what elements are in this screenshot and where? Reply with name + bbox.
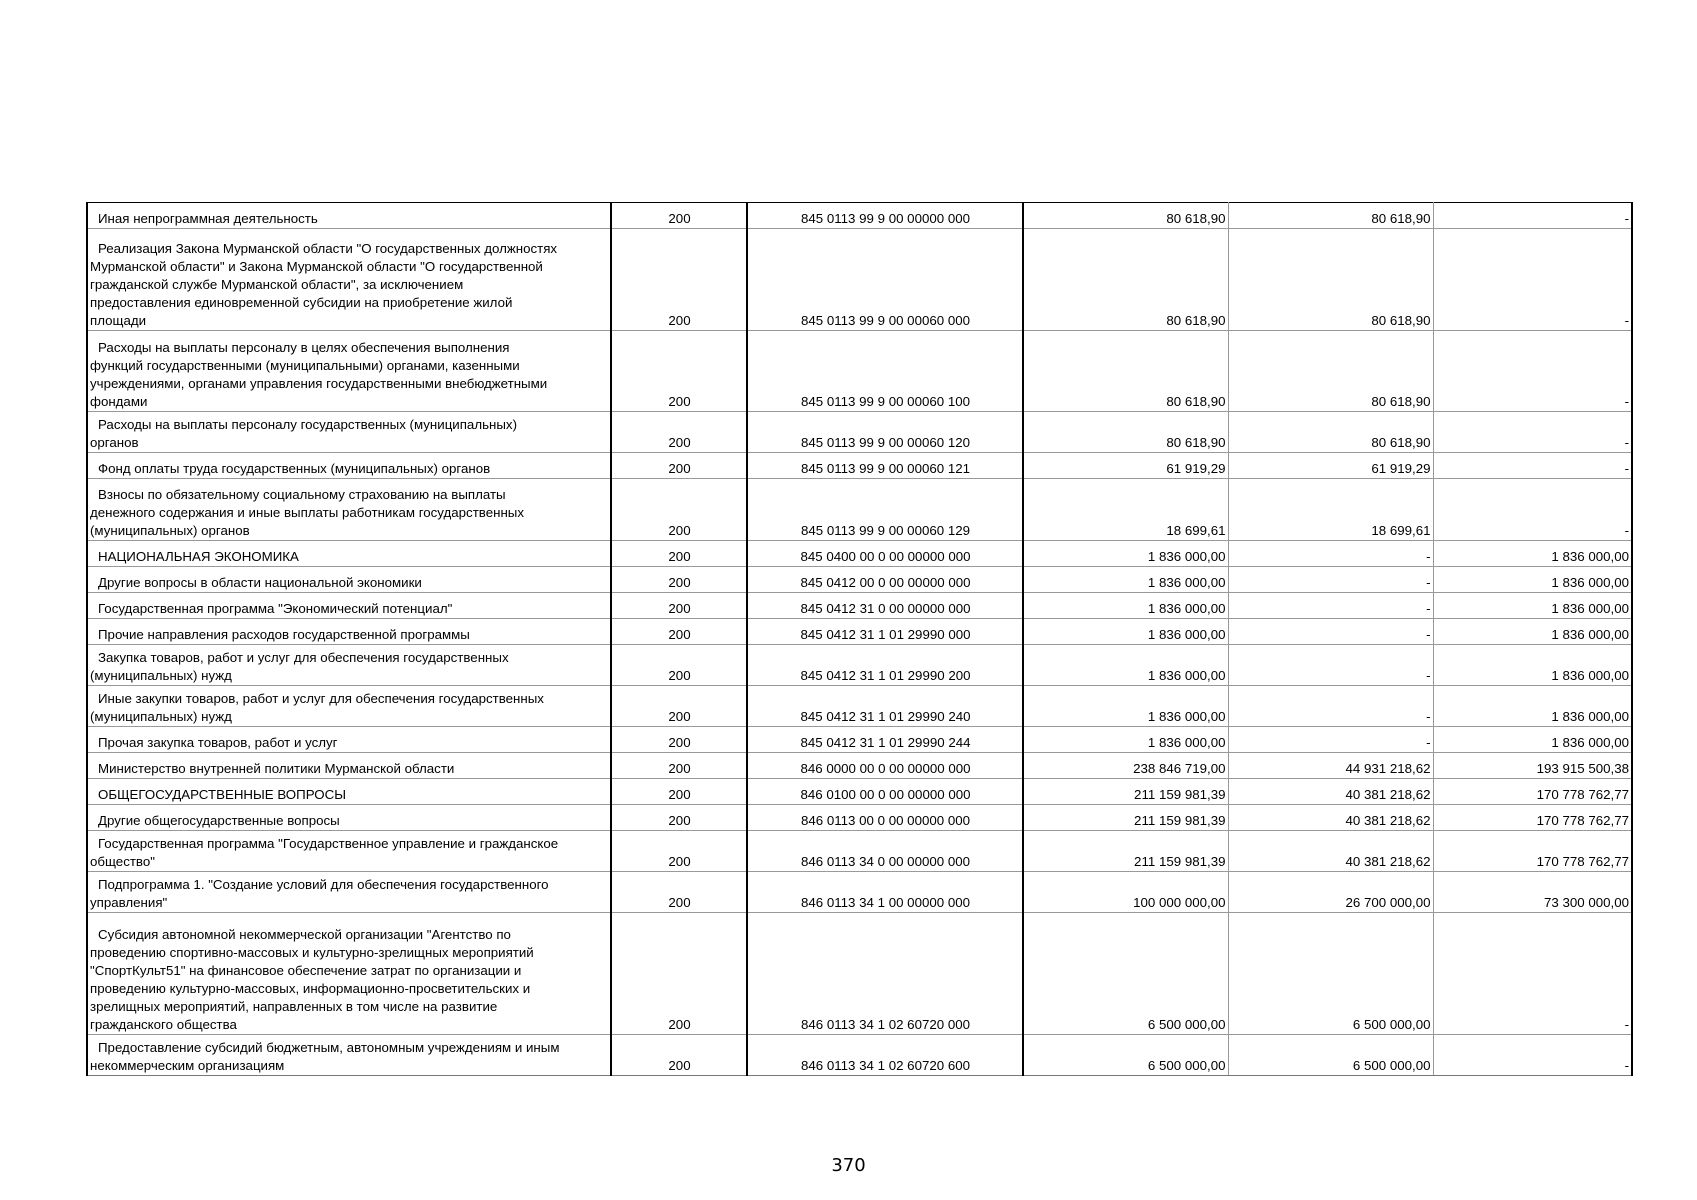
expense-name: Другие вопросы в области национальной экономики [87, 567, 611, 593]
table-row [87, 541, 1632, 567]
executed-amount: - [1228, 645, 1433, 686]
line-code: 200 [611, 412, 747, 453]
expense-name: Субсидия автономной некоммерческой организации "Агентство по проведению спортивно-массовых и культурно-зрелищных мероприятий "СпортКульт51" на финансовое обеспечение затрат по организации и проведению культурно-массовых, информационно-просветительских и зрелищных мероприятий, направленных в том числе на развитие гражданского общества [87, 913, 611, 1035]
table-row [87, 567, 1632, 593]
budget-classification-code: 846 0000 00 0 00 00000 000 [747, 753, 1023, 779]
table-row [87, 331, 1632, 412]
budget-classification-code: 846 0113 34 1 00 00000 000 [747, 872, 1023, 913]
unexecuted-amount: 170 778 762,77 [1433, 779, 1632, 805]
line-code: 200 [611, 541, 747, 567]
approved-amount: 238 846 719,00 [1023, 753, 1228, 779]
budget-classification-code: 845 0412 31 0 00 00000 000 [747, 593, 1023, 619]
budget-execution-table [86, 202, 1633, 1076]
executed-amount: 26 700 000,00 [1228, 872, 1433, 913]
unexecuted-amount: - [1433, 453, 1632, 479]
line-code: 200 [611, 619, 747, 645]
expense-name: Расходы на выплаты персоналу государственных (муниципальных) органов [87, 412, 611, 453]
expense-name: Иная непрограммная деятельность [87, 203, 611, 229]
budget-classification-code: 846 0113 34 0 00 00000 000 [747, 831, 1023, 872]
approved-amount: 6 500 000,00 [1023, 913, 1228, 1035]
expense-name: Закупка товаров, работ и услуг для обеспечения государственных (муниципальных) нужд [87, 645, 611, 686]
approved-amount: 1 836 000,00 [1023, 727, 1228, 753]
table-row [87, 453, 1632, 479]
budget-classification-code: 845 0113 99 9 00 00060 100 [747, 331, 1023, 412]
executed-amount: - [1228, 567, 1433, 593]
table-row [87, 831, 1632, 872]
table-row [87, 872, 1632, 913]
budget-classification-code: 845 0113 99 9 00 00060 129 [747, 479, 1023, 541]
table-row [87, 727, 1632, 753]
expense-name: Реализация Закона Мурманской области "О государственных должностях Мурманской области" и Закона Мурманской области "О государственной гражданской службе Мурманской области", за исключением предоставления единовременной субсидии на приобретение жилой площади [87, 229, 611, 331]
approved-amount: 211 159 981,39 [1023, 779, 1228, 805]
budget-classification-code: 846 0100 00 0 00 00000 000 [747, 779, 1023, 805]
page-number: 370 [831, 1155, 866, 1176]
table-row [87, 805, 1632, 831]
line-code: 200 [611, 831, 747, 872]
table-row [87, 1035, 1632, 1076]
line-code: 200 [611, 479, 747, 541]
approved-amount: 6 500 000,00 [1023, 1035, 1228, 1076]
executed-amount: 80 618,90 [1228, 203, 1433, 229]
line-code: 200 [611, 645, 747, 686]
table-row [87, 203, 1632, 229]
expense-name: Расходы на выплаты персоналу в целях обеспечения выполнения функций государственными (муниципальными) органами, казенными учреждениями, органами управления государственными внебюджетными фондами [87, 331, 611, 412]
executed-amount: - [1228, 619, 1433, 645]
approved-amount: 80 618,90 [1023, 331, 1228, 412]
executed-amount: 44 931 218,62 [1228, 753, 1433, 779]
approved-amount: 211 159 981,39 [1023, 831, 1228, 872]
line-code: 200 [611, 805, 747, 831]
unexecuted-amount: - [1433, 203, 1632, 229]
unexecuted-amount: 170 778 762,77 [1433, 805, 1632, 831]
expense-name: Предоставление субсидий бюджетным, автономным учреждениям и иным некоммерческим организациям [87, 1035, 611, 1076]
table-row [87, 753, 1632, 779]
unexecuted-amount: - [1433, 412, 1632, 453]
executed-amount: 6 500 000,00 [1228, 1035, 1433, 1076]
budget-classification-code: 845 0412 31 1 01 29990 200 [747, 645, 1023, 686]
executed-amount: 80 618,90 [1228, 229, 1433, 331]
expense-name: ОБЩЕГОСУДАРСТВЕННЫЕ ВОПРОСЫ [87, 779, 611, 805]
unexecuted-amount: - [1433, 479, 1632, 541]
unexecuted-amount: 1 836 000,00 [1433, 645, 1632, 686]
line-code: 200 [611, 872, 747, 913]
executed-amount: 40 381 218,62 [1228, 779, 1433, 805]
line-code: 200 [611, 593, 747, 619]
table-row [87, 412, 1632, 453]
expense-name: Фонд оплаты труда государственных (муниципальных) органов [87, 453, 611, 479]
table-row [87, 645, 1632, 686]
table-row [87, 593, 1632, 619]
executed-amount: 18 699,61 [1228, 479, 1433, 541]
unexecuted-amount: - [1433, 1035, 1632, 1076]
approved-amount: 1 836 000,00 [1023, 541, 1228, 567]
approved-amount: 1 836 000,00 [1023, 593, 1228, 619]
executed-amount: - [1228, 593, 1433, 619]
line-code: 200 [611, 331, 747, 412]
budget-classification-code: 845 0113 99 9 00 00060 120 [747, 412, 1023, 453]
line-code: 200 [611, 1035, 747, 1076]
approved-amount: 100 000 000,00 [1023, 872, 1228, 913]
executed-amount: 40 381 218,62 [1228, 805, 1433, 831]
unexecuted-amount: - [1433, 913, 1632, 1035]
line-code: 200 [611, 727, 747, 753]
table-row [87, 479, 1632, 541]
approved-amount: 1 836 000,00 [1023, 686, 1228, 727]
unexecuted-amount: 73 300 000,00 [1433, 872, 1632, 913]
approved-amount: 80 618,90 [1023, 229, 1228, 331]
unexecuted-amount: 1 836 000,00 [1433, 593, 1632, 619]
budget-classification-code: 845 0412 31 1 01 29990 240 [747, 686, 1023, 727]
expense-name: НАЦИОНАЛЬНАЯ ЭКОНОМИКА [87, 541, 611, 567]
approved-amount: 80 618,90 [1023, 412, 1228, 453]
budget-classification-code: 845 0400 00 0 00 00000 000 [747, 541, 1023, 567]
approved-amount: 1 836 000,00 [1023, 645, 1228, 686]
budget-classification-code: 846 0113 34 1 02 60720 000 [747, 913, 1023, 1035]
unexecuted-amount: 1 836 000,00 [1433, 567, 1632, 593]
budget-classification-code: 845 0412 31 1 01 29990 000 [747, 619, 1023, 645]
unexecuted-amount: 1 836 000,00 [1433, 686, 1632, 727]
budget-classification-code: 846 0113 00 0 00 00000 000 [747, 805, 1023, 831]
expense-name: Другие общегосударственные вопросы [87, 805, 611, 831]
expense-name: Иные закупки товаров, работ и услуг для обеспечения государственных (муниципальных) нужд [87, 686, 611, 727]
executed-amount: - [1228, 727, 1433, 753]
executed-amount: 6 500 000,00 [1228, 913, 1433, 1035]
executed-amount: 40 381 218,62 [1228, 831, 1433, 872]
table-row [87, 619, 1632, 645]
executed-amount: 61 919,29 [1228, 453, 1433, 479]
expense-name: Прочая закупка товаров, работ и услуг [87, 727, 611, 753]
unexecuted-amount: 1 836 000,00 [1433, 619, 1632, 645]
expense-name: Министерство внутренней политики Мурманской области [87, 753, 611, 779]
table-row [87, 686, 1632, 727]
expense-name: Прочие направления расходов государственной программы [87, 619, 611, 645]
expense-name: Взносы по обязательному социальному страхованию на выплаты денежного содержания и иные выплаты работникам государственных (муниципальных) органов [87, 479, 611, 541]
line-code: 200 [611, 779, 747, 805]
approved-amount: 80 618,90 [1023, 203, 1228, 229]
expense-name: Подпрограмма 1. "Создание условий для обеспечения государственного управления" [87, 872, 611, 913]
approved-amount: 1 836 000,00 [1023, 567, 1228, 593]
table-body [87, 203, 1632, 1076]
unexecuted-amount: - [1433, 331, 1632, 412]
unexecuted-amount: 193 915 500,38 [1433, 753, 1632, 779]
approved-amount: 18 699,61 [1023, 479, 1228, 541]
approved-amount: 61 919,29 [1023, 453, 1228, 479]
executed-amount: 80 618,90 [1228, 412, 1433, 453]
line-code: 200 [611, 229, 747, 331]
budget-classification-code: 845 0113 99 9 00 00060 000 [747, 229, 1023, 331]
line-code: 200 [611, 753, 747, 779]
table-row [87, 913, 1632, 1035]
approved-amount: 211 159 981,39 [1023, 805, 1228, 831]
expense-name: Государственная программа "Экономический потенциал" [87, 593, 611, 619]
expense-name: Государственная программа "Государственное управление и гражданское общество" [87, 831, 611, 872]
line-code: 200 [611, 567, 747, 593]
unexecuted-amount: - [1433, 229, 1632, 331]
budget-classification-code: 845 0412 00 0 00 00000 000 [747, 567, 1023, 593]
line-code: 200 [611, 453, 747, 479]
budget-classification-code: 845 0412 31 1 01 29990 244 [747, 727, 1023, 753]
budget-classification-code: 846 0113 34 1 02 60720 600 [747, 1035, 1023, 1076]
line-code: 200 [611, 203, 747, 229]
budget-classification-code: 845 0113 99 9 00 00000 000 [747, 203, 1023, 229]
unexecuted-amount: 170 778 762,77 [1433, 831, 1632, 872]
approved-amount: 1 836 000,00 [1023, 619, 1228, 645]
table-row [87, 229, 1632, 331]
line-code: 200 [611, 913, 747, 1035]
line-code: 200 [611, 686, 747, 727]
executed-amount: 80 618,90 [1228, 331, 1433, 412]
table-row [87, 779, 1632, 805]
budget-classification-code: 845 0113 99 9 00 00060 121 [747, 453, 1023, 479]
unexecuted-amount: 1 836 000,00 [1433, 727, 1632, 753]
unexecuted-amount: 1 836 000,00 [1433, 541, 1632, 567]
executed-amount: - [1228, 541, 1433, 567]
executed-amount: - [1228, 686, 1433, 727]
